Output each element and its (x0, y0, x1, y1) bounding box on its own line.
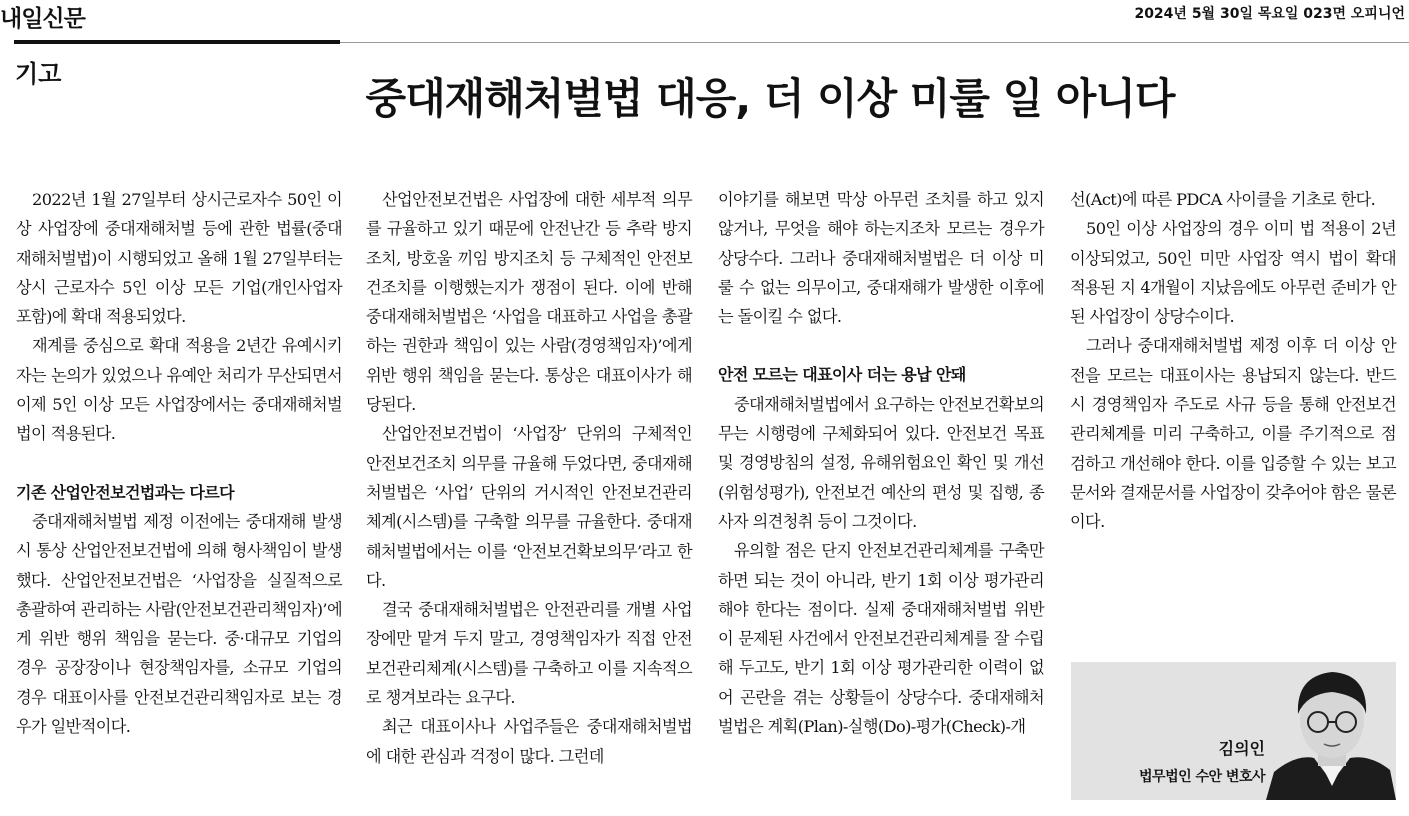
spacer (718, 331, 1044, 360)
paragraph: 산업안전보건법은 사업장에 대한 세부적 의무를 규율하고 있기 때문에 안전난간 등 추락 방지조치, 방호울 끼임 방지조치 등 구체적인 안전보건조치를 이행했는지가 쟁점이 된다. 이에 반해 중대재해처벌법은 ‘사업을 대표하고 사업을 총괄하는 권한과 책임이 있는 사람(경영책임자)’에게 위반 행위 책임을 묻는다. 통상은 대표이사가 해당된다. (366, 190, 692, 415)
paragraph: 중대재해처벌법에서 요구하는 안전보건확보의무는 시행령에 구체화되어 있다. 안전보건 목표 및 경영방침의 설정, 유해위험요인 확인 및 개선(위험성평가), 안전보건 예산의 편성 및 집행, 종사자 의견청취 등이 그것이다. (718, 394, 1044, 531)
header-rule-thin (340, 42, 1409, 43)
subheading: 안전 모르는 대표이사 더는 용납 안돼 (718, 365, 966, 385)
article-column-4 (1070, 185, 1396, 537)
article-headline: 중대재해처벌법 대응, 더 이상 미룰 일 아니다 (365, 74, 1175, 123)
paragraph: 50인 이상 사업장의 경우 이미 법 적용이 2년 이상되었고, 50인 미만 사업장 역시 법이 확대 적용된 지 4개월이 지났음에도 아무런 준비가 안된 사업장이 상당수이다. (1070, 219, 1396, 327)
paragraph: 결국 중대재해처벌법은 안전관리를 개별 사업장에만 맡겨 두지 말고, 경영책임자가 직접 안전보건관리체계(시스템)를 구축하고 이를 지속적으로 챙겨보라는 요구다. (366, 600, 692, 708)
article-column-3 (718, 185, 1044, 741)
author-box (1071, 662, 1396, 800)
author-name: 김의인 (1218, 739, 1265, 758)
paragraph: 2022년 1월 27일부터 상시근로자수 50인 이상 사업장에 중대재해처벌 등에 관한 법률(중대재해처벌법)이 시행되었고 올해 1월 27일부터는 상시 근로자수 5인 이상 모든 기업(개인사업자 포함)에 확대 적용되었다. (16, 190, 342, 327)
paragraph: 중대재해처벌법 제정 이전에는 중대재해 발생 시 통상 산업안전보건법에 의해 형사책임이 발생했다. 산업안전보건법은 ‘사업장을 실질적으로 총괄하여 관리하는 사람(안전보건관리책임자)’에게 위반 행위 책임을 묻는다. 중·대규모 기업의 경우 공장장이나 현장책임자를, 소규모 기업의 경우 대표이사를 안전보건관리책임자로 보는 경우가 일반적이다. (16, 511, 342, 737)
paragraph: 유의할 점은 단지 안전보건관리체계를 구축만 하면 되는 것이 아니라, 반기 1회 이상 평가관리해야 한다는 점이다. 실제 중대재해처벌법 위반이 문제된 사건에서 안전보건관리체계를 잘 수립해 두고도, 반기 1회 이상 평가관리한 이력이 없어 곤란을 겪는 상황들이 상당수다. 중대재해처벌법은 계획(Plan)-실행(Do)-평가(Check)-개 (718, 541, 1044, 737)
author-title: 법무법인 수안 변호사 (1139, 769, 1265, 785)
newspaper-masthead: 내일신문 (0, 6, 85, 32)
subheading: 기존 산업안전보건법과는 다르다 (16, 482, 234, 502)
paragraph: 이야기를 해보면 막상 아무런 조치를 하고 있지 않거나, 무엇을 해야 하는지조차 모르는 경우가 상당수다. 그러나 중대재해처벌법은 더 이상 미룰 수 없는 의무이고, 중대재해가 발생한 이후에는 돌이킬 수 없다. (718, 190, 1044, 327)
spacer (16, 449, 342, 478)
article-column-2 (366, 185, 692, 771)
header-rule-thick (14, 40, 340, 44)
paragraph: 재계를 중심으로 확대 적용을 2년간 유예시키자는 논의가 있었으나 유예안 처리가 무산되면서 이제 5인 이상 모든 사업장에서는 중대재해처벌법이 적용된다. (16, 336, 342, 444)
section-label: 기고 (15, 60, 62, 88)
article-column-1 (16, 185, 342, 741)
paragraph: 선(Act)에 따른 PDCA 사이클을 기초로 한다. (1070, 190, 1376, 209)
paragraph: 산업안전보건법이 ‘사업장’ 단위의 구체적인 안전보건조치 의무를 규율해 두었다면, 중대재해처벌법은 ‘사업’ 단위의 거시적인 안전보건관리체계(시스템)를 구축할 의무를 규율한다. 중대재해처벌법에서는 이를 ‘안전보건확보의무’라고 한다. (366, 424, 692, 590)
issue-dateline: 2024년 5월 30일 목요일 023면 오피니언 (1134, 6, 1405, 22)
paragraph: 최근 대표이사나 사업주들은 중대재해처벌법에 대한 관심과 걱정이 많다. 그런데 (366, 717, 692, 766)
paragraph: 그러나 중대재해처벌법 제정 이후 더 이상 안전을 모르는 대표이사는 용납되지 않는다. 반드시 경영책임자 주도로 사규 등을 통해 안전보건관리체계를 미리 구축하고, 이를 주기적으로 점검하고 개선해야 한다. 이를 입증할 수 있는 보고문서와 결재문서를 사업장이 갖추어야 함은 물론이다. (1070, 336, 1396, 532)
author-photo (1266, 662, 1396, 800)
